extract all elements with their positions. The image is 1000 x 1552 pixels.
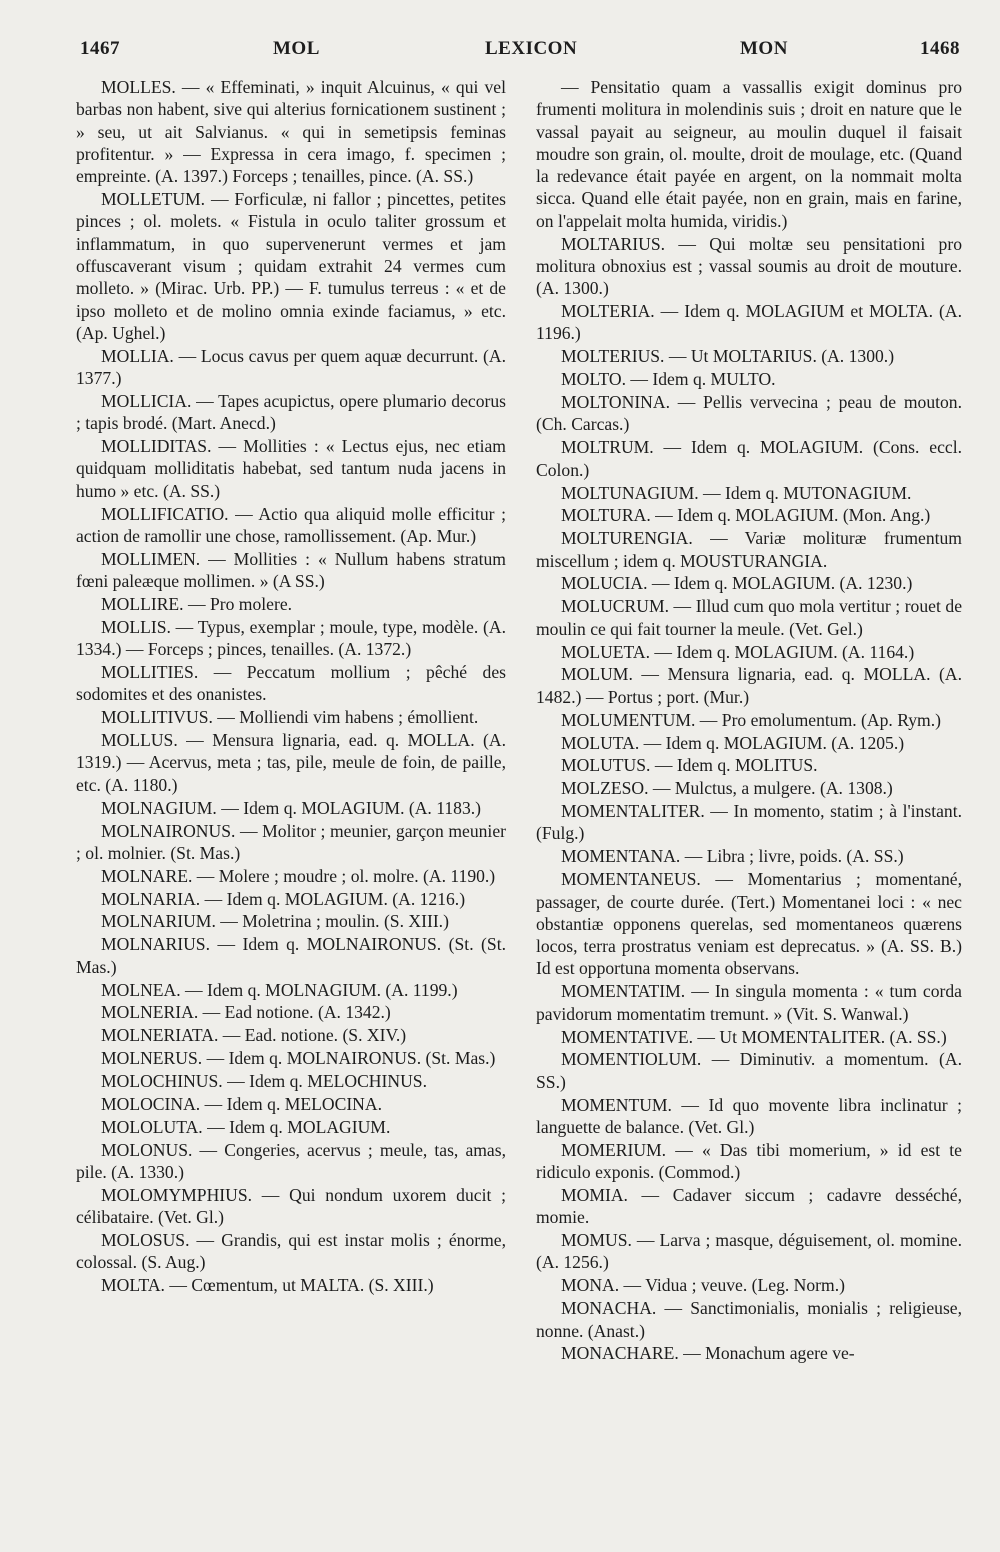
dictionary-entry: MOLTUNAGIUM. — Idem q. MUTONAGIUM.	[561, 482, 912, 503]
dictionary-entry: MONACHA. — Sanctimonialis, monialis ; religieuse, nonne. (Anast.)	[536, 1298, 962, 1341]
right-column	[536, 76, 962, 1365]
dictionary-entry: MOLZESO. — Mulctus, a mulgere. (A. 1308.)	[561, 778, 893, 799]
dictionary-entry: MOMENTANEUS. — Momentarius ; momentané, passager, de courte durée. (Tert.) Momentanei loci : « nec obstantiæ opponens querelas, sed momentaneos quærens locos, terra prostratus veniam est deprecatus. » (A. SS. B.) Id est opportuna momenta observans.	[536, 869, 962, 979]
dictionary-entry: MOMENTANA. — Libra ; livre, poids. (A. SS.)	[561, 846, 904, 867]
dictionary-entry: — Pensitatio quam a vassallis exigit dominus pro frumenti molitura in molendinis suis ; droit en nature que le vassal payait au seigneur, au moulin duquel il faisait moudre son grain, ol. moulte, droit de moulage, etc. (Quand la redevance était payée en argent, on la nommait molta sicca. Quand elle était payée, non en grain, mais en farine, on l'appelait molta humida, viridis.)	[536, 77, 962, 231]
dictionary-entry: MOLLUS. — Mensura lignaria, ead. q. MOLLA. (A. 1319.) — Acervus, meta ; tas, pile, meule de foin, de paille, etc. (A. 1180.)	[76, 730, 506, 795]
page-number-left: 1467	[80, 38, 120, 59]
header-title: LEXICON	[485, 38, 578, 59]
dictionary-entry: MOMENTIOLUM. — Diminutiv. a momentum. (A. SS.)	[536, 1049, 962, 1092]
dictionary-entry: MOLUCIA. — Idem q. MOLAGIUM. (A. 1230.)	[561, 573, 913, 594]
dictionary-entry: MOLNERIA. — Ead notione. (A. 1342.)	[101, 1002, 391, 1023]
dictionary-entry: MOLLIS. — Typus, exemplar ; moule, type, modèle. (A. 1334.) — Forceps ; pinces, tenailles. (A. 1372.)	[76, 616, 506, 660]
dictionary-entry: MONA. — Vidua ; veuve. (Leg. Norm.)	[561, 1275, 845, 1296]
dictionary-entry: MOMUS. — Larva ; masque, déguisement, ol. momine. (A. 1256.)	[536, 1230, 962, 1273]
dictionary-entry: MOLNARE. — Molere ; moudre ; ol. molre. (A. 1190.)	[101, 865, 496, 886]
dictionary-entry: MOLTERIA. — Idem q. MOLAGIUM et MOLTA. (A. 1196.)	[536, 301, 962, 344]
dictionary-entry: MOMIA. — Cadaver siccum ; cadavre desséché, momie.	[536, 1184, 962, 1228]
dictionary-entry: MOLUTA. — Idem q. MOLAGIUM. (A. 1205.)	[561, 732, 905, 753]
dictionary-entry: MOLUETA. — Idem q. MOLAGIUM. (A. 1164.)	[561, 641, 915, 662]
dictionary-entry: MOLTO. — Idem q. MULTO.	[561, 369, 776, 390]
dictionary-entry: MOLNERIATA. — Ead. notione. (S. XIV.)	[101, 1025, 407, 1046]
dictionary-entry: MOLUTUS. — Idem q. MOLITUS.	[561, 755, 818, 776]
dictionary-entry: MOLTA. — Cœmentum, ut MALTA. (S. XIII.)	[101, 1275, 434, 1296]
dictionary-entry: MOLNERUS. — Idem q. MOLNAIRONUS. (St. Mas.)	[101, 1048, 496, 1069]
dictionary-entry: MONACHARE. — Monachum agere ve-	[561, 1343, 855, 1364]
dictionary-entry: MOLUMENTUM. — Pro emolumentum. (Ap. Rym.)	[561, 709, 941, 730]
dictionary-entry: MOLLICIA. — Tapes acupictus, opere plumario decorus ; tapis brodé. (Mart. Anecd.)	[76, 390, 506, 434]
dictionary-entry: MOLUM. — Mensura lignaria, ead. q. MOLLA. (A. 1482.) — Portus ; port. (Mur.)	[536, 664, 962, 707]
dictionary-entry: MOLNAGIUM. — Idem q. MOLAGIUM. (A. 1183.)	[101, 797, 482, 818]
dictionary-entry: MOLUCRUM. — Illud cum quo mola vertitur ; rouet de moulin ce qui fait tourner la meule. (Vet. Gel.)	[536, 596, 962, 639]
page-number-right: 1468	[920, 38, 960, 59]
dictionary-entry: MOMERIUM. — « Das tibi momerium, » id est te ridiculo exponis. (Commod.)	[536, 1139, 962, 1183]
dictionary-entry: MOLOCHINUS. — Idem q. MELOCHINUS.	[101, 1071, 427, 1092]
dictionary-entry: MOMENTATIVE. — Ut MOMENTALITER. (A. SS.)	[561, 1026, 947, 1047]
dictionary-entry: MOLONUS. — Congeries, acervus ; meule, tas, amas, pile. (A. 1330.)	[76, 1139, 506, 1183]
dictionary-entry: MOLTARIUS. — Qui moltæ seu pensitationi pro molitura obnoxius est ; vassal soumis au droit de mouture. (A. 1300.)	[536, 233, 962, 299]
dictionary-entry: MOLLITIVUS. — Molliendi vim habens ; émollient.	[101, 707, 479, 728]
dictionary-entry: MOLNARIUM. — Moletrina ; moulin. (S. XIII.)	[101, 911, 449, 932]
dictionary-entry: MOMENTALITER. — In momento, statim ; à l'instant. (Fulg.)	[536, 801, 962, 844]
dictionary-entry: MOLNEA. — Idem q. MOLNAGIUM. (A. 1199.)	[101, 979, 458, 1000]
dictionary-entry: MOLOCINA. — Idem q. MELOCINA.	[101, 1094, 382, 1115]
dictionary-entry: MOLLIRE. — Pro molere.	[101, 593, 293, 614]
dictionary-entry: MOLLITIES. — Peccatum mollium ; pêché des sodomites et des onanistes.	[76, 662, 506, 705]
dictionary-entry: MOLNARIUS. — Idem q. MOLNAIRONUS. (St. (St. Mas.)	[76, 934, 506, 977]
dictionary-entry: MOLLIFICATIO. — Actio qua aliquid molle efficitur ; action de ramollir une chose, ramollissement. (Ap. Mur.)	[76, 503, 506, 546]
dictionary-entry: MOLTERIUS. — Ut MOLTARIUS. (A. 1300.)	[561, 346, 895, 367]
dictionary-entry: MOMENTATIM. — In singula momenta : « tum corda pavidorum momentatim tremunt. » (Vit. S. Wanwal.)	[536, 981, 962, 1024]
dictionary-entry: MOLLETUM. — Forficulæ, ni fallor ; pincettes, petites pinces ; ol. molets. « Fistula in oculo taliter grossum et inflammatum, in quo supervenerunt vermes et jam offuscaverant visum ; quidam extrahit 24 vermes cum molleto. » (Mirac. Urb. PP.) — F. tumulus terreus : « et de ipso molleto et de molino omnia exinde faciamus, » etc. (Ap. Ughel.)	[76, 189, 506, 343]
dictionary-entry: MOLTURA. — Idem q. MOLAGIUM. (Mon. Ang.)	[561, 505, 931, 526]
dictionary-entry: MOLOMYMPHIUS. — Qui nondum uxorem ducit ; célibataire. (Vet. Gl.)	[76, 1184, 506, 1228]
dictionary-entry: MOLTRUM. — Idem q. MOLAGIUM. (Cons. eccl. Colon.)	[536, 437, 962, 480]
dictionary-entry: MOLNARIA. — Idem q. MOLAGIUM. (A. 1216.)	[101, 888, 466, 909]
right-guide-word: MON	[740, 38, 788, 59]
dictionary-entry: MOLOSUS. — Grandis, qui est instar molis ; énorme, colossal. (S. Aug.)	[76, 1230, 506, 1273]
dictionary-entry: MOLTONINA. — Pellis vervecina ; peau de mouton. (Ch. Carcas.)	[536, 392, 962, 435]
left-guide-word: MOL	[273, 38, 320, 59]
dictionary-entry: MOLLES. — « Effeminati, » inquit Alcuinus, « qui vel barbas non habent, sive qui alterius fornicationem sustinent ; » seu, ut ait Salvianus. « qui in semetipsis feminas profitentur. » — Expressa in cera imago, f. specimen ; empreinte. (A. 1397.) Forceps ; tenailles, pince. (A. SS.)	[76, 77, 506, 187]
dictionary-entry: MOLLIA. — Locus cavus per quem aquæ decurrunt. (A. 1377.)	[76, 345, 506, 389]
dictionary-entry: MOLNAIRONUS. — Molitor ; meunier, garçon meunier ; ol. molnier. (St. Mas.)	[76, 820, 506, 863]
dictionary-entry: MOLTURENGIA. — Variæ molituræ frumentum miscellum ; idem q. MOUSTURANGIA.	[536, 528, 962, 571]
left-column	[76, 76, 506, 1297]
running-header	[80, 38, 960, 68]
dictionary-entry: MOLLIMEN. — Mollities : « Nullum habens stratum fœni paleæque mollimen. » (A SS.)	[76, 548, 506, 592]
dictionary-entry: MOLOLUTA. — Idem q. MOLAGIUM.	[101, 1116, 391, 1137]
dictionary-entry: MOMENTUM. — Id quo movente libra inclinatur ; languette de balance. (Vet. Gl.)	[536, 1094, 962, 1137]
dictionary-entry: MOLLIDITAS. — Mollities : « Lectus ejus, nec etiam quidquam molliditatis habebat, sed tantum nuda jacens in humo » etc. (A. SS.)	[76, 436, 506, 501]
